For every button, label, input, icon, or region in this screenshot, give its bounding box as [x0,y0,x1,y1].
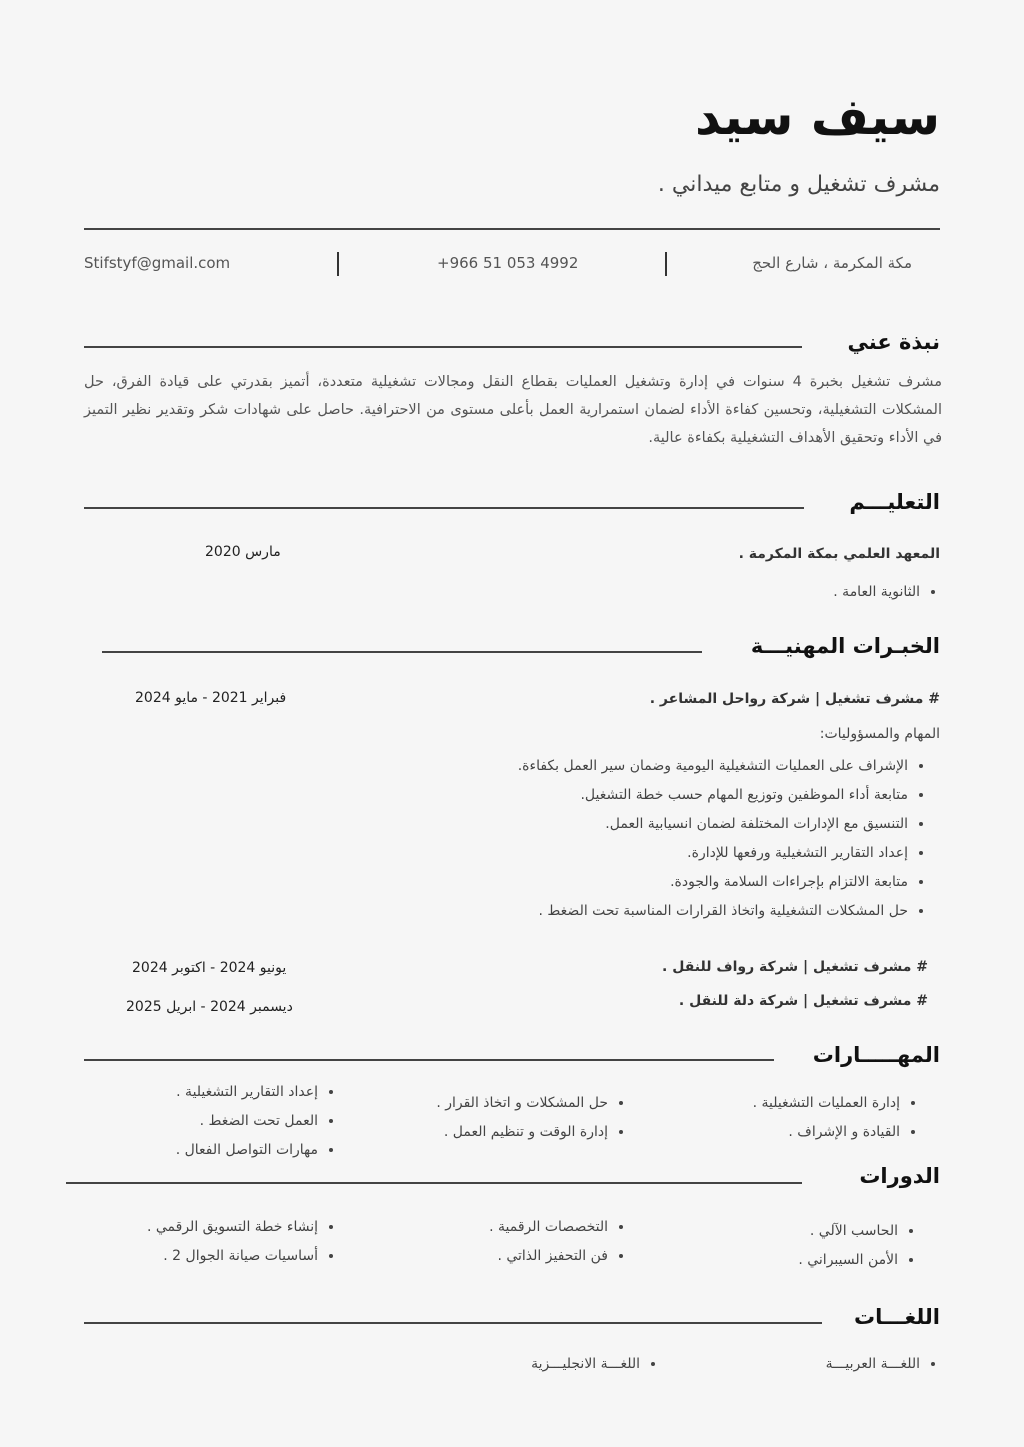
about-text: مشرف تشغيل بخبرة 4 سنوات في إدارة وتشغيل العمليات بقطاع النقل ومجالات تشغيلية متعددة، أتميز بقدرتي على قيادة الفرق، حل المشكلات التشغيلية، وتحسين كفاءة الأداء لضمان استمرارية العمل بأعلى مستوى من الاحترافية. حاصل على شهادات شكر وتقدير نظير التميز في الأداء وتحقيق الأهداف التشغيلية بكفاءة عالية. [84,374,942,446]
duty: • حل المشكلات التشغيلية واتخاذ القرارات المناسبة تحت الضغط . [518,903,908,919]
skill: • حل المشكلات و اتخاذ القرار . [436,1095,608,1111]
course: • إنشاء خطة التسويق الرقمي . [147,1219,318,1235]
divider [102,651,702,653]
separator [665,252,667,276]
skill: • إعداد التقارير التشغيلية . [176,1084,318,1100]
course: • فن التحفيز الذاتي . [489,1248,608,1264]
duty: • الإشراف على العمليات التشغيلية اليومية وضمان سير العمل بكفاءة. [518,758,908,774]
duties-label: المهام والمسؤوليات: [819,726,940,742]
person-name: سيف سيد [695,88,940,146]
job-title-1: # مشرف تشغيل | شركة رواحل المشاعر . [649,691,940,707]
duty: • إعداد التقارير التشغيلية ورفعها للإدارة. [518,845,908,861]
divider [84,346,802,348]
job-title-3: # مشرف تشغيل | شركة دلة للنقل . [678,993,928,1009]
divider [66,1182,802,1184]
skill: • مهارات التواصل الفعال . [176,1142,318,1158]
courses-heading: الدورات [859,1164,940,1188]
languages-heading: اللغـــات [853,1305,940,1329]
course: • الأمن السيبراني . [798,1252,898,1268]
job-title: مشرف تشغيل و متابع ميداني . [657,172,940,197]
education-date: مارس 2020 [205,544,281,560]
duties-list [518,758,928,932]
skill: • العمل تحت الضغط . [176,1113,318,1129]
school: المعهد العلمي بمكة المكرمة . [738,546,940,562]
experience-heading: الخبـرات المهنيـــة [750,634,940,658]
divider [84,1059,774,1061]
skill: • إدارة الوقت و تنظيم العمل . [436,1124,608,1140]
skills-heading: المهـــــارات [812,1043,940,1067]
course: • التخصصات الرقمية . [489,1219,608,1235]
divider [84,1322,822,1324]
job-date-2: يونيو 2024 - اكتوبر 2024 [132,960,287,976]
divider [84,507,804,509]
email[interactable]: Stifstyf@gmail.com [84,254,231,272]
education-heading: التعليـــم [849,490,940,514]
job-title-2: # مشرف تشغيل | شركة رواف للنقل . [662,959,928,975]
about-heading: نبذة عني [847,330,940,354]
skill: • إدارة العمليات التشغيلية . [753,1095,900,1111]
phone: +966 51 053 4992 [437,254,579,272]
course: • الحاسب الآلي . [798,1223,898,1239]
job-date-1: فبراير 2021 - مايو 2024 [135,690,287,706]
separator [337,252,339,276]
duty: • متابعة أداء الموظفين وتوزيع المهام حسب خطة التشغيل. [518,787,908,803]
course: • أساسيات صيانة الجوال 2 . [147,1248,318,1264]
skill: • القيادة و الإشراف . [753,1124,900,1140]
degree: • الثانوية العامة . [833,584,920,600]
duty: • التنسيق مع الإدارات المختلفة لضمان انسيابية العمل. [518,816,908,832]
language: • اللغـــة العربيـــة [826,1356,920,1372]
divider [84,228,940,230]
duty: • متابعة الالتزام بإجراءات السلامة والجودة. [518,874,908,890]
address: مكة المكرمة ، شارع الحج [752,254,912,272]
job-date-3: ديسمبر 2024 - ابريل 2025 [126,999,293,1015]
language: • اللغـــة الانجليـــزية [531,1356,640,1372]
